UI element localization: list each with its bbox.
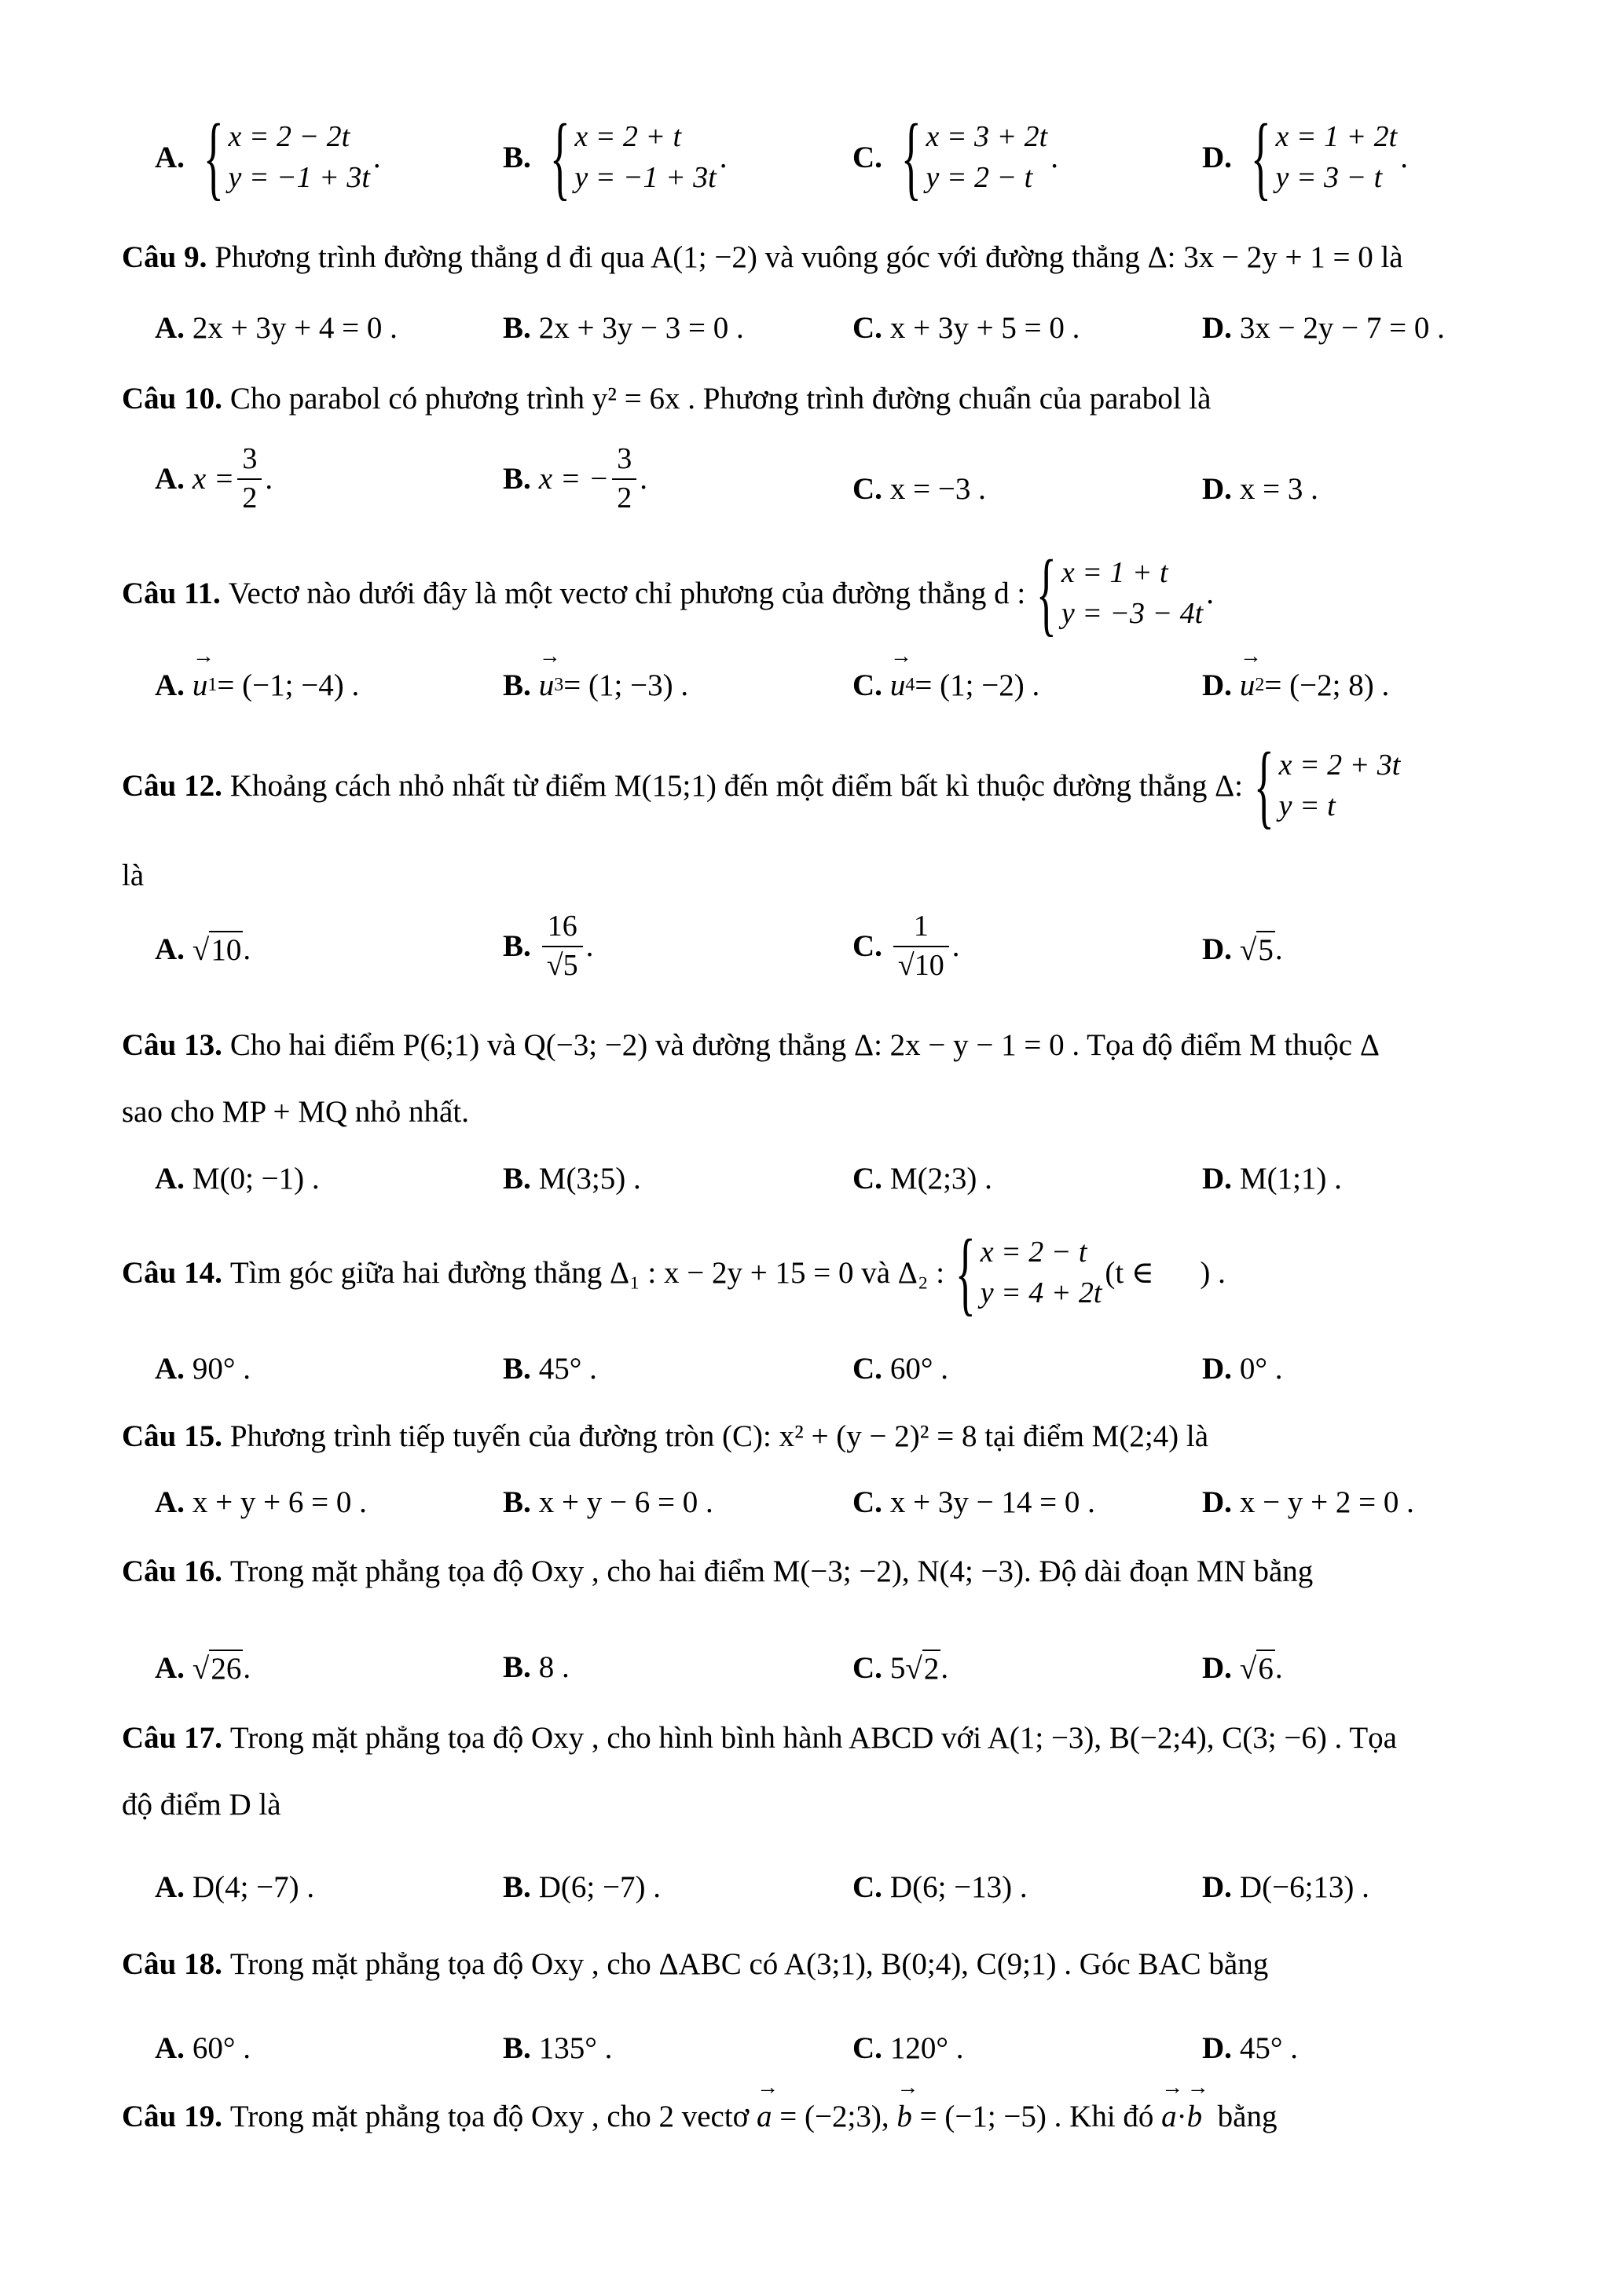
option-key: A. bbox=[155, 1651, 185, 1685]
option-value: 120° . bbox=[889, 2031, 964, 2065]
question-label: Câu 16. bbox=[122, 1554, 222, 1588]
q11-option-d bbox=[1202, 668, 1389, 703]
system-line-x: x = 1 + 2t bbox=[1275, 120, 1398, 153]
option-value: M(0; −1) . bbox=[192, 1162, 320, 1196]
q13-option-d bbox=[1202, 1161, 1342, 1196]
q11-option-a bbox=[155, 668, 359, 703]
option-key: C. bbox=[852, 1162, 882, 1196]
radical-icon: √ bbox=[546, 948, 563, 982]
option-value: x + y + 6 = 0 . bbox=[192, 1485, 367, 1519]
system-line-x: x = 1 + t bbox=[1061, 556, 1168, 589]
q8-option-c bbox=[852, 104, 1058, 209]
option-key: B. bbox=[503, 2031, 531, 2065]
fraction bbox=[612, 444, 636, 514]
option-key: A. bbox=[155, 668, 185, 702]
option-key: D. bbox=[1202, 668, 1232, 702]
question-text: độ điểm D là bbox=[122, 1788, 281, 1822]
square-root bbox=[192, 1650, 243, 1686]
question-text: Phương trình tiếp tuyến của đường tròn (C): x² + (y − 2)² = 8 tại điểm M(2;4) là bbox=[229, 1419, 1209, 1453]
q18-option-b bbox=[503, 2031, 612, 2066]
question-text: Trong mặt phẳng tọa độ Oxy , cho 2 vectơ bbox=[229, 2100, 757, 2133]
q18-option-c bbox=[852, 2031, 964, 2066]
option-key: B. bbox=[503, 668, 531, 702]
q10-option-a bbox=[155, 444, 273, 514]
denominator bbox=[893, 946, 949, 982]
question-9 bbox=[122, 240, 1545, 275]
radicand: 5 bbox=[563, 948, 578, 982]
period: . bbox=[265, 462, 273, 496]
option-key: C. bbox=[852, 1651, 882, 1685]
option-key: C. bbox=[852, 1870, 882, 1904]
option-key: C. bbox=[852, 1352, 882, 1386]
option-key: D. bbox=[1202, 1162, 1232, 1196]
option-value: 60° . bbox=[889, 1352, 949, 1386]
question-10 bbox=[122, 381, 1545, 416]
option-key: D. bbox=[1202, 1870, 1232, 1904]
option-key: C. bbox=[852, 311, 882, 345]
option-value: M(2;3) . bbox=[889, 1162, 992, 1196]
equation-system bbox=[196, 104, 370, 209]
option-key: A. bbox=[155, 932, 185, 966]
option-value: D(4; −7) . bbox=[192, 1870, 315, 1904]
vector-b: → b bbox=[896, 2099, 912, 2134]
period: . bbox=[243, 1651, 251, 1685]
left-brace-icon: { bbox=[1036, 540, 1058, 645]
question-label: Câu 11. bbox=[122, 576, 221, 610]
radicand: 5 bbox=[1256, 931, 1275, 968]
option-key: B. bbox=[503, 1650, 531, 1684]
option-prefix: x = bbox=[192, 462, 235, 496]
question-13-continuation bbox=[122, 1094, 1545, 1130]
option-key: C. bbox=[852, 1485, 882, 1519]
vector-u: → u bbox=[890, 668, 906, 703]
q17-option-a bbox=[155, 1869, 314, 1905]
option-value: M(1;1) . bbox=[1239, 1162, 1342, 1196]
question-text: Vectơ nào dưới đây là một vectơ chỉ phương của đường thẳng d : bbox=[228, 576, 1026, 610]
question-11 bbox=[122, 540, 1545, 645]
option-key: B. bbox=[503, 1485, 531, 1519]
question-14 bbox=[122, 1220, 1545, 1324]
question-label: Câu 17. bbox=[122, 1721, 222, 1755]
q12-option-b bbox=[503, 911, 593, 982]
system-line-y: y = −3 − 4t bbox=[1061, 597, 1204, 630]
option-value: = (−2; 8) . bbox=[1264, 668, 1390, 702]
fraction bbox=[542, 911, 583, 982]
question-17-continuation bbox=[122, 1787, 1545, 1822]
square-root bbox=[1240, 931, 1275, 968]
system-line-y: y = 4 + 2t bbox=[980, 1276, 1102, 1309]
fraction bbox=[893, 911, 949, 982]
question-label: Câu 13. bbox=[122, 1028, 222, 1062]
question-13 bbox=[122, 1027, 1545, 1063]
option-value: 2x + 3y + 4 = 0 . bbox=[192, 311, 398, 345]
option-key: A. bbox=[155, 140, 185, 174]
left-brace-icon: { bbox=[1253, 733, 1274, 837]
option-key: C. bbox=[852, 472, 882, 506]
q14-option-b bbox=[503, 1351, 597, 1386]
option-key: B. bbox=[503, 311, 531, 345]
q15-option-a bbox=[155, 1485, 367, 1520]
equation-system bbox=[1246, 733, 1401, 837]
numerator: 3 bbox=[242, 442, 258, 475]
system-line-y: y = 2 − t bbox=[926, 161, 1033, 194]
question-label: Câu 18. bbox=[122, 1947, 222, 1981]
option-value: = (1; −3) . bbox=[563, 668, 689, 702]
option-key: A. bbox=[155, 2031, 185, 2065]
question-text: Khoảng cách nhỏ nhất từ điểm M(15;1) đến một điểm bất kì thuộc đường thẳng Δ: bbox=[229, 768, 1244, 803]
question-label: Câu 15. bbox=[122, 1419, 222, 1453]
option-value: D(6; −13) . bbox=[889, 1870, 1028, 1904]
q11-option-c bbox=[852, 668, 1039, 703]
q14-option-d bbox=[1202, 1351, 1283, 1386]
option-value: 3x − 2y − 7 = 0 . bbox=[1239, 311, 1445, 345]
option-key: B. bbox=[503, 140, 531, 174]
option-value: 2x + 3y − 3 = 0 . bbox=[538, 311, 744, 345]
option-key: D. bbox=[1202, 932, 1232, 966]
question-text: là bbox=[122, 859, 145, 892]
option-value: x + 3y − 14 = 0 . bbox=[889, 1485, 1095, 1519]
q16-option-c bbox=[852, 1650, 948, 1686]
left-brace-icon: { bbox=[955, 1220, 976, 1324]
question-label: Câu 19. bbox=[122, 2100, 222, 2133]
period: . bbox=[1050, 140, 1058, 174]
q15-option-b bbox=[503, 1485, 713, 1520]
option-value: x = 3 . bbox=[1239, 472, 1318, 506]
radical-icon: √ bbox=[905, 1652, 922, 1686]
numerator: 1 bbox=[913, 910, 929, 943]
q12-option-d bbox=[1202, 931, 1283, 968]
denominator: 2 bbox=[237, 478, 262, 514]
q13-option-b bbox=[503, 1161, 641, 1196]
q14-option-c bbox=[852, 1351, 948, 1386]
vector-u: → u bbox=[1240, 668, 1256, 703]
q10-option-d bbox=[1202, 471, 1318, 507]
option-value: x + 3y + 5 = 0 . bbox=[889, 311, 1080, 345]
period: . bbox=[640, 462, 647, 496]
system-line-y: y = t bbox=[1278, 789, 1336, 822]
option-key: D. bbox=[1202, 1651, 1232, 1685]
square-root bbox=[1240, 1650, 1275, 1686]
question-text: Trong mặt phẳng tọa độ Oxy , cho hai điểm M(−3; −2), N(4; −3). Độ dài đoạn MN bằng bbox=[229, 1554, 1314, 1588]
radical-icon: √ bbox=[897, 948, 915, 982]
option-value: = (−1; −4) . bbox=[217, 668, 360, 702]
left-brace-icon: { bbox=[203, 104, 224, 209]
system-line-x: x = 2 − 2t bbox=[228, 120, 350, 153]
q10-option-c bbox=[852, 471, 986, 507]
system-line-x: x = 2 − t bbox=[980, 1236, 1087, 1269]
option-value: D(−6;13) . bbox=[1239, 1870, 1369, 1904]
question-text: Trong mặt phẳng tọa độ Oxy , cho ΔABC có A(3;1), B(0;4), C(9;1) . Góc BAC bằng bbox=[229, 1947, 1269, 1981]
radicand: 2 bbox=[922, 1650, 941, 1686]
period: . bbox=[1206, 576, 1214, 610]
option-prefix: x = − bbox=[538, 462, 610, 496]
period: . bbox=[719, 140, 728, 174]
option-key: B. bbox=[503, 929, 531, 964]
option-key: B. bbox=[503, 1870, 531, 1904]
radicand: 26 bbox=[209, 1650, 243, 1686]
option-key: D. bbox=[1202, 311, 1232, 345]
q9-option-b bbox=[503, 310, 744, 346]
period: . bbox=[951, 929, 960, 964]
period: . bbox=[940, 1651, 949, 1685]
option-value: M(3;5) . bbox=[538, 1162, 641, 1196]
q18-option-d bbox=[1202, 2031, 1298, 2066]
option-key: D. bbox=[1202, 140, 1232, 174]
question-text: Cho hai điểm P(6;1) và Q(−3; −2) và đường thẳng Δ: 2x − y − 1 = 0 . Tọa độ điểm M thuộc Δ bbox=[229, 1028, 1380, 1062]
option-key: C. bbox=[852, 929, 882, 964]
vector-u: → u bbox=[539, 668, 555, 703]
question-15 bbox=[122, 1419, 1545, 1454]
system-line-y: y = −1 + 3t bbox=[228, 161, 370, 194]
option-value: = (1; −2) . bbox=[915, 668, 1040, 702]
q9-option-d bbox=[1202, 310, 1445, 346]
question-12 bbox=[122, 733, 1545, 837]
option-value: 45° . bbox=[538, 1352, 597, 1386]
left-brace-icon: { bbox=[549, 104, 570, 209]
q13-option-a bbox=[155, 1161, 320, 1196]
option-key: C. bbox=[852, 668, 882, 702]
radical-icon: √ bbox=[1239, 933, 1257, 967]
radicand: 10 bbox=[914, 948, 944, 982]
dot-vector-b: → b bbox=[1187, 2099, 1203, 2134]
period: . bbox=[1274, 932, 1283, 966]
question-18 bbox=[122, 1946, 1545, 1982]
question-text-end: bằng bbox=[1202, 2100, 1278, 2133]
radical-icon: √ bbox=[192, 933, 210, 967]
radical-icon: √ bbox=[1239, 1652, 1257, 1686]
system-line-x: x = 3 + 2t bbox=[926, 120, 1048, 153]
q16-option-d bbox=[1202, 1650, 1283, 1686]
subscript: 2 bbox=[1255, 675, 1265, 695]
numerator: 3 bbox=[617, 442, 632, 475]
equation-system bbox=[542, 104, 717, 209]
period: . bbox=[372, 140, 381, 174]
option-value: 60° . bbox=[192, 2031, 251, 2065]
equation-system bbox=[948, 1220, 1102, 1324]
period: . bbox=[1274, 1651, 1283, 1685]
period: . bbox=[1400, 140, 1408, 174]
q18-option-a bbox=[155, 2031, 251, 2066]
option-key: A. bbox=[155, 1162, 185, 1196]
question-12-continuation bbox=[122, 858, 1545, 893]
q17-option-c bbox=[852, 1869, 1028, 1905]
option-value: 45° . bbox=[1239, 2031, 1299, 2065]
option-value: 0° . bbox=[1239, 1352, 1283, 1386]
subscript: 4 bbox=[905, 675, 915, 695]
q16-option-b bbox=[503, 1650, 570, 1685]
q13-option-c bbox=[852, 1161, 992, 1196]
q11-option-b bbox=[503, 668, 688, 703]
equation-system bbox=[893, 104, 1048, 209]
option-key: C. bbox=[852, 2031, 882, 2065]
option-key: B. bbox=[503, 1162, 531, 1196]
option-value: x = −3 . bbox=[889, 472, 986, 506]
option-key: D. bbox=[1202, 2031, 1232, 2065]
option-key: A. bbox=[155, 1485, 185, 1519]
vector-a-value: = (−2;3), bbox=[772, 2100, 897, 2133]
question-text: Phương trình đường thẳng d đi qua A(1; −2) và vuông góc với đường thẳng Δ: 3x − 2y + 1 = 0 là bbox=[214, 240, 1403, 274]
q16-option-a bbox=[155, 1650, 251, 1686]
q15-option-c bbox=[852, 1485, 1095, 1520]
option-key: D. bbox=[1202, 1352, 1232, 1386]
option-key: A. bbox=[155, 311, 185, 345]
radicand: 6 bbox=[1256, 1650, 1275, 1686]
square-root bbox=[905, 1650, 940, 1686]
system-line-x: x = 2 + t bbox=[574, 120, 682, 153]
question-16 bbox=[122, 1554, 1545, 1589]
option-value: D(6; −7) . bbox=[538, 1870, 661, 1904]
option-key: B. bbox=[503, 462, 531, 496]
question-label: Câu 14. bbox=[122, 1255, 222, 1290]
option-key: A. bbox=[155, 462, 185, 496]
option-key: B. bbox=[503, 1352, 531, 1386]
question-text: Trong mặt phẳng tọa độ Oxy , cho hình bình hành ABCD với A(1; −3), B(−2;4), C(3; −6) . Tọa bbox=[229, 1721, 1397, 1755]
q12-option-c bbox=[852, 911, 960, 982]
question-text: Tìm góc giữa hai đường thẳng Δ₁ : x − 2y + 15 = 0 và Δ₂ : bbox=[229, 1255, 945, 1290]
option-key: D. bbox=[1202, 1485, 1232, 1519]
q8-option-d bbox=[1202, 104, 1408, 209]
coefficient: 5 bbox=[889, 1651, 906, 1685]
dot-vector-a: → a bbox=[1161, 2099, 1177, 2134]
system-line-y: y = 3 − t bbox=[1275, 161, 1383, 194]
vector-a: → a bbox=[757, 2099, 772, 2134]
option-value: x − y + 2 = 0 . bbox=[1239, 1485, 1414, 1519]
subscript: 1 bbox=[207, 675, 218, 695]
q17-option-d bbox=[1202, 1869, 1369, 1905]
q15-option-d bbox=[1202, 1485, 1414, 1520]
question-label: Câu 10. bbox=[122, 382, 222, 416]
left-brace-icon: { bbox=[1250, 104, 1271, 209]
denominator bbox=[542, 946, 583, 982]
q8-option-b bbox=[503, 104, 728, 209]
numerator: 16 bbox=[547, 910, 577, 943]
left-brace-icon: { bbox=[900, 104, 922, 209]
q14-option-a bbox=[155, 1351, 251, 1386]
option-value: 8 . bbox=[538, 1650, 570, 1684]
question-label: Câu 12. bbox=[122, 768, 222, 803]
square-root bbox=[192, 931, 243, 968]
option-key: C. bbox=[852, 140, 882, 174]
option-key: A. bbox=[155, 1870, 185, 1904]
q9-option-c bbox=[852, 310, 1080, 346]
fraction bbox=[237, 444, 262, 514]
question-19 bbox=[122, 2099, 1545, 2134]
equation-system bbox=[1028, 540, 1204, 645]
dot-operator: · bbox=[1176, 2100, 1187, 2133]
system-line-x: x = 2 + 3t bbox=[1278, 749, 1401, 782]
equation-system bbox=[1243, 104, 1398, 209]
parameter-domain: (t ∈ ) . bbox=[1105, 1255, 1226, 1290]
q10-option-b bbox=[503, 444, 647, 514]
period: . bbox=[243, 932, 251, 966]
option-value: 90° . bbox=[192, 1352, 251, 1386]
q8-option-a bbox=[155, 104, 381, 209]
question-text: sao cho MP + MQ nhỏ nhất. bbox=[122, 1095, 469, 1129]
denominator: 2 bbox=[612, 478, 636, 514]
question-text: Cho parabol có phương trình y² = 6x . Phương trình đường chuẩn của parabol là bbox=[229, 382, 1212, 416]
q17-option-b bbox=[503, 1869, 661, 1905]
question-label: Câu 9. bbox=[122, 240, 207, 274]
option-key: D. bbox=[1202, 472, 1232, 506]
vector-u: → u bbox=[192, 668, 208, 703]
q9-option-a bbox=[155, 310, 398, 346]
period: . bbox=[585, 929, 594, 964]
option-value: x + y − 6 = 0 . bbox=[538, 1485, 713, 1519]
radicand: 10 bbox=[209, 931, 243, 968]
vector-b-value: = (−1; −5) . Khi đó bbox=[911, 2100, 1162, 2133]
radical-icon: √ bbox=[192, 1652, 210, 1686]
q12-option-a bbox=[155, 931, 251, 968]
option-key: A. bbox=[155, 1352, 185, 1386]
option-value: 135° . bbox=[538, 2031, 613, 2065]
question-17 bbox=[122, 1720, 1545, 1756]
subscript: 3 bbox=[554, 675, 564, 695]
system-line-y: y = −1 + 3t bbox=[574, 161, 717, 194]
